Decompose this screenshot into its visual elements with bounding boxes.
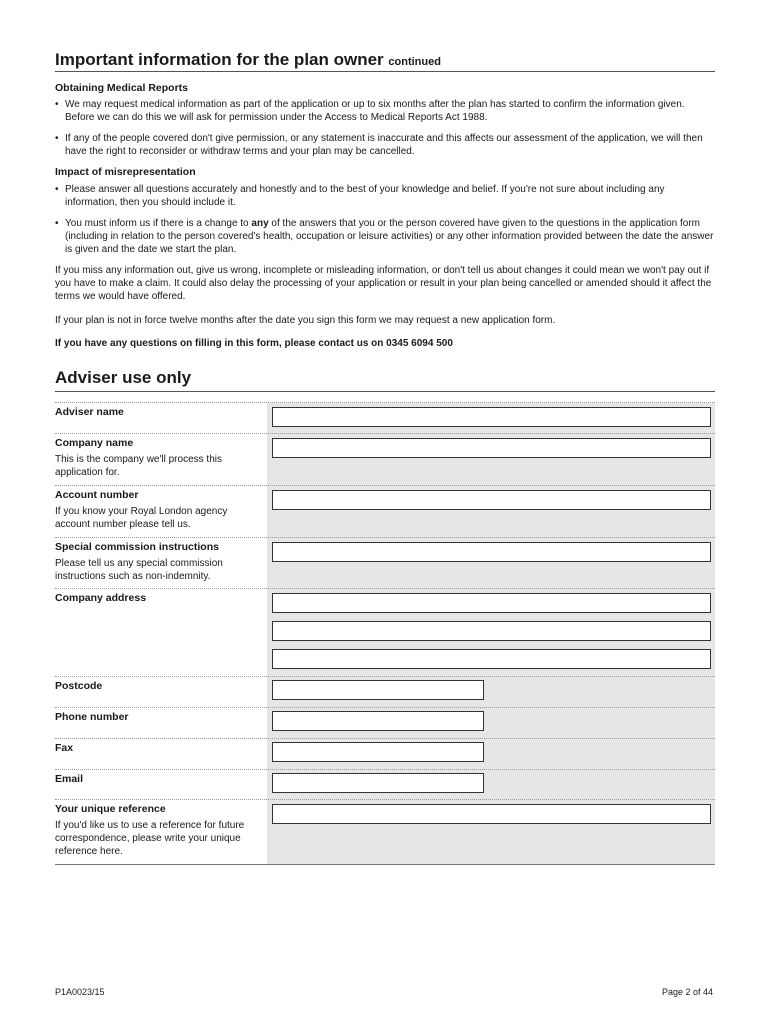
fax-label: Fax [55, 742, 74, 754]
company-address-row [55, 588, 715, 677]
adviser-title-rule [55, 391, 715, 392]
email-row [55, 769, 715, 800]
company-name-row [55, 433, 715, 486]
company-address-label: Company address [55, 592, 147, 604]
postcode-row [55, 676, 715, 708]
misrep-paragraph: If you miss any information out, give us wrong, incomplete or misleading information, or don't tell us about changes it could mean we won't pay out if you have to make a claim. It could also delay the processing of your application or result in your plan being cancelled or amended should it affect the terms we would have offered. [55, 265, 712, 302]
reference-label: Your unique reference [55, 803, 166, 815]
special-commission-field[interactable] [272, 542, 711, 562]
continued-label: continued [388, 56, 441, 68]
page-title [55, 50, 441, 70]
company-name-hint: This is the company we'll process this application for. [55, 454, 222, 478]
misrep-heading: Impact of misrepresentation [55, 166, 196, 178]
adviser-name-field[interactable] [272, 407, 711, 427]
phone-label: Phone number [55, 711, 129, 723]
table-bottom-rule [55, 864, 715, 865]
page-number: Page 2 of 44 [661, 987, 713, 997]
contact-line: If you have any questions on filling in this form, please contact us on 0345 6094 500 [55, 338, 453, 349]
misrep-bullet-2-a: You must inform us if there is a change to [65, 218, 252, 229]
company-address-line-1[interactable] [272, 593, 711, 613]
email-label: Email [55, 773, 84, 785]
title-rule [55, 71, 715, 72]
postcode-label: Postcode [55, 680, 103, 692]
company-name-label: Company name [55, 437, 134, 449]
company-name-field[interactable] [272, 438, 711, 458]
special-commission-row [55, 537, 715, 589]
misrep-bullet-1: • Please answer all questions accurately and honestly and to the best of your knowledge and belief. If you're not sure about including any information, then you should include it. [55, 183, 715, 209]
medical-bullet-2: • If any of the people covered don't give permission, or any statement is inaccurate and this affects our assessment of the application, we will then have the right to reconsider or withdraw terms and your plan may be cancelled. [55, 132, 715, 158]
misrep-bullet-2-b: of the answers that you or the person covered have given to the questions in the application form (including in relation to the person covered's health, occupation or leisure activities) or any other information provided between the date the answer is given and the date we start the plan. [65, 218, 714, 255]
reference-hint: If you'd like us to use a reference for future correspondence, please write your unique reference here. [55, 820, 245, 857]
misrep-bullet-2 [55, 217, 715, 256]
account-number-label: Account number [55, 489, 139, 501]
account-number-field[interactable] [272, 490, 711, 510]
medical-bullet-1: • We may request medical information as part of the application or up to six months after the plan has started to confirm the information given. Before we can do this we will ask for permission under the Access to Medical Reports Act 1988. [55, 98, 715, 124]
new-form-paragraph: If your plan is not in force twelve months after the date you sign this form we may request a new application form. [55, 315, 556, 326]
adviser-section-title: Adviser use only [55, 368, 192, 387]
special-commission-label: Special commission instructions [55, 541, 219, 553]
adviser-name-label: Adviser name [55, 406, 124, 418]
phone-field[interactable] [272, 711, 484, 731]
phone-row [55, 707, 715, 739]
account-number-row [55, 485, 715, 538]
company-address-line-3[interactable] [272, 649, 711, 669]
special-commission-hint: Please tell us any special commission instructions such as non-indemnity. [55, 558, 223, 582]
adviser-name-row [55, 402, 715, 434]
company-address-line-2[interactable] [272, 621, 711, 641]
medical-heading: Obtaining Medical Reports [55, 82, 189, 94]
reference-field[interactable] [272, 804, 711, 824]
fax-field[interactable] [272, 742, 484, 762]
form-code: P1A0023/15 [55, 987, 105, 997]
account-number-hint: If you know your Royal London agency account number please tell us. [55, 506, 228, 530]
reference-row [55, 799, 715, 865]
page-title-text: Important information for the plan owner [55, 50, 384, 69]
email-field[interactable] [272, 773, 484, 793]
fax-row [55, 738, 715, 770]
misrep-bullet-2-bold: any [251, 218, 269, 229]
postcode-field[interactable] [272, 680, 484, 700]
